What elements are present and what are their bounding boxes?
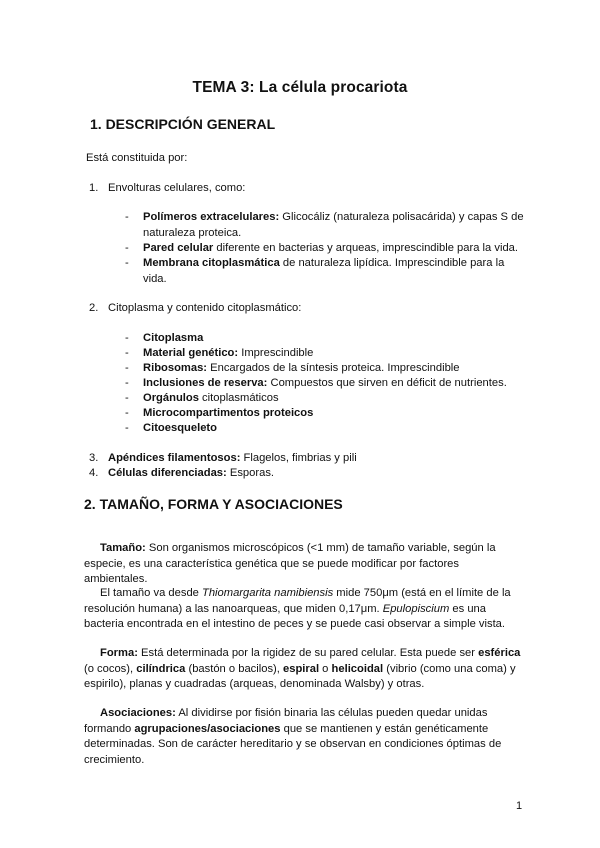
shape-term: esférica xyxy=(478,647,521,660)
bullet-term: Pared celular xyxy=(143,242,214,254)
paragraph-tamano-range xyxy=(84,586,524,633)
bullet-description: Imprescindible xyxy=(238,347,314,359)
list-number: 4. xyxy=(89,467,99,479)
bullet-item xyxy=(125,376,525,392)
paragraph-forma xyxy=(84,646,524,693)
list-item-description: Esporas. xyxy=(226,467,275,479)
bullet-dash: - xyxy=(125,211,129,223)
bullet-dash: - xyxy=(125,257,129,269)
list-number: 1. xyxy=(89,182,99,194)
paragraph-text: Son organismos microscópicos (<1 mm) de tamaño variable, según la especie, es una característica genética que se puede modificar por factores ambientales. xyxy=(84,542,496,586)
bullet-item xyxy=(125,421,525,437)
bullet-dash: - xyxy=(125,347,129,359)
bullet-item xyxy=(125,361,525,377)
bullet-term: Membrana citoplasmática xyxy=(143,257,280,269)
bullet-description: Encargados de la síntesis proteica. Imprescindible xyxy=(207,362,460,374)
page-title: TEMA 3: La célula procariota xyxy=(192,79,408,96)
bullet-term: Polímeros extracelulares: xyxy=(143,211,280,223)
bullet-dash: - xyxy=(125,392,129,404)
paragraph-text: que se mantienen y están genéticamente determinadas. Son de carácter hereditario y se observan en condiciones óptimas de crecimiento. xyxy=(84,722,502,766)
list-item-term: Células diferenciadas: xyxy=(108,467,227,479)
bullet-dash: - xyxy=(125,242,129,254)
list-item-description: Flagelos, fimbrias y pili xyxy=(240,452,357,464)
paragraph-asociaciones xyxy=(84,706,524,768)
paragraph-tamano xyxy=(84,541,524,588)
bullet-description: de naturaleza lipídica. Imprescindible para la vida. xyxy=(143,257,505,285)
list-item-label: Envolturas celulares, como: xyxy=(108,182,246,194)
shape-term: helicoidal xyxy=(331,662,384,675)
paragraph-text: Al dividirse por fisión binaria las células pueden quedar unidas formando xyxy=(84,707,488,735)
shape-term: cilíndrica xyxy=(136,662,186,675)
paragraph-text: mide 750μm (está en el límite de la resolución humana) a las nanoarqueas, que miden 0,17μm. xyxy=(84,587,511,615)
paragraph-text: (vibrio (como una coma) y espirilo), planas y cuadradas (arqueas, denominada Walsby) y otras. xyxy=(84,662,516,691)
list-item-term: Apéndices filamentosos: xyxy=(108,452,241,464)
bullet-description: citoplasmáticos xyxy=(198,392,279,404)
bullet-description: Compuestos que sirven en déficit de nutrientes. xyxy=(267,377,507,389)
paragraph-term: Tamaño: xyxy=(100,542,146,555)
bullet-item xyxy=(125,331,525,347)
intro-text: Está constituida por: xyxy=(86,152,188,164)
bullet-term: Microcompartimentos proteicos xyxy=(143,407,314,419)
bullet-description: diferente en bacterias y arqueas, imprescindible para la vida. xyxy=(213,242,518,254)
paragraph-term: agrupaciones/asociaciones xyxy=(134,722,281,735)
bullet-term: Citoesqueleto xyxy=(143,422,217,434)
bullet-term: Ribosomas: xyxy=(143,362,208,374)
paragraph-text: (bastón o bacilos), xyxy=(185,662,283,675)
paragraph-text: es una bacteria encontrada en el intestino de peces y se puede casi observar a simple vista. xyxy=(84,602,506,631)
section-heading-tamano: 2. TAMAÑO, FORMA Y ASOCIACIONES xyxy=(84,496,343,512)
species-name: Thiomargarita namibiensis xyxy=(202,587,334,600)
species-name: Epulopiscium xyxy=(382,602,450,615)
paragraph-term: Forma: xyxy=(100,647,138,660)
list-item-label: Citoplasma y contenido citoplasmático: xyxy=(108,302,302,314)
bullet-dash: - xyxy=(125,407,129,419)
bullet-term: Material genético: xyxy=(143,347,239,359)
bullet-item xyxy=(125,406,525,422)
bullet-description: Glicocáliz (naturaleza polisacárida) y capas S de naturaleza proteica. xyxy=(143,211,524,239)
bullet-dash: - xyxy=(125,377,129,389)
shape-term: espiral xyxy=(283,662,320,675)
bullet-item xyxy=(125,210,525,241)
bullet-dash: - xyxy=(125,332,129,344)
bullet-item xyxy=(125,241,525,257)
bullet-term: Orgánulos xyxy=(143,392,199,404)
paragraph-term: Asociaciones: xyxy=(100,707,176,720)
paragraph-text: (o cocos), xyxy=(84,662,137,675)
bullet-term: Citoplasma xyxy=(143,332,204,344)
bullet-item xyxy=(125,346,525,362)
bullet-dash: - xyxy=(125,422,129,434)
paragraph-text: Está determinada por la rigidez de su pared celular. Esta puede ser xyxy=(137,647,479,660)
paragraph-text: El tamaño va desde xyxy=(100,587,202,600)
bullet-item xyxy=(125,391,525,407)
bullet-term: Inclusiones de reserva: xyxy=(143,377,268,389)
list-number: 3. xyxy=(89,452,99,464)
section-heading-descripcion: 1. DESCRIPCIÓN GENERAL xyxy=(90,116,276,132)
page-number: 1 xyxy=(516,800,523,812)
paragraph-text: o xyxy=(319,662,332,675)
bullet-dash: - xyxy=(125,362,129,374)
bullet-item xyxy=(125,256,525,287)
list-number: 2. xyxy=(89,302,99,314)
